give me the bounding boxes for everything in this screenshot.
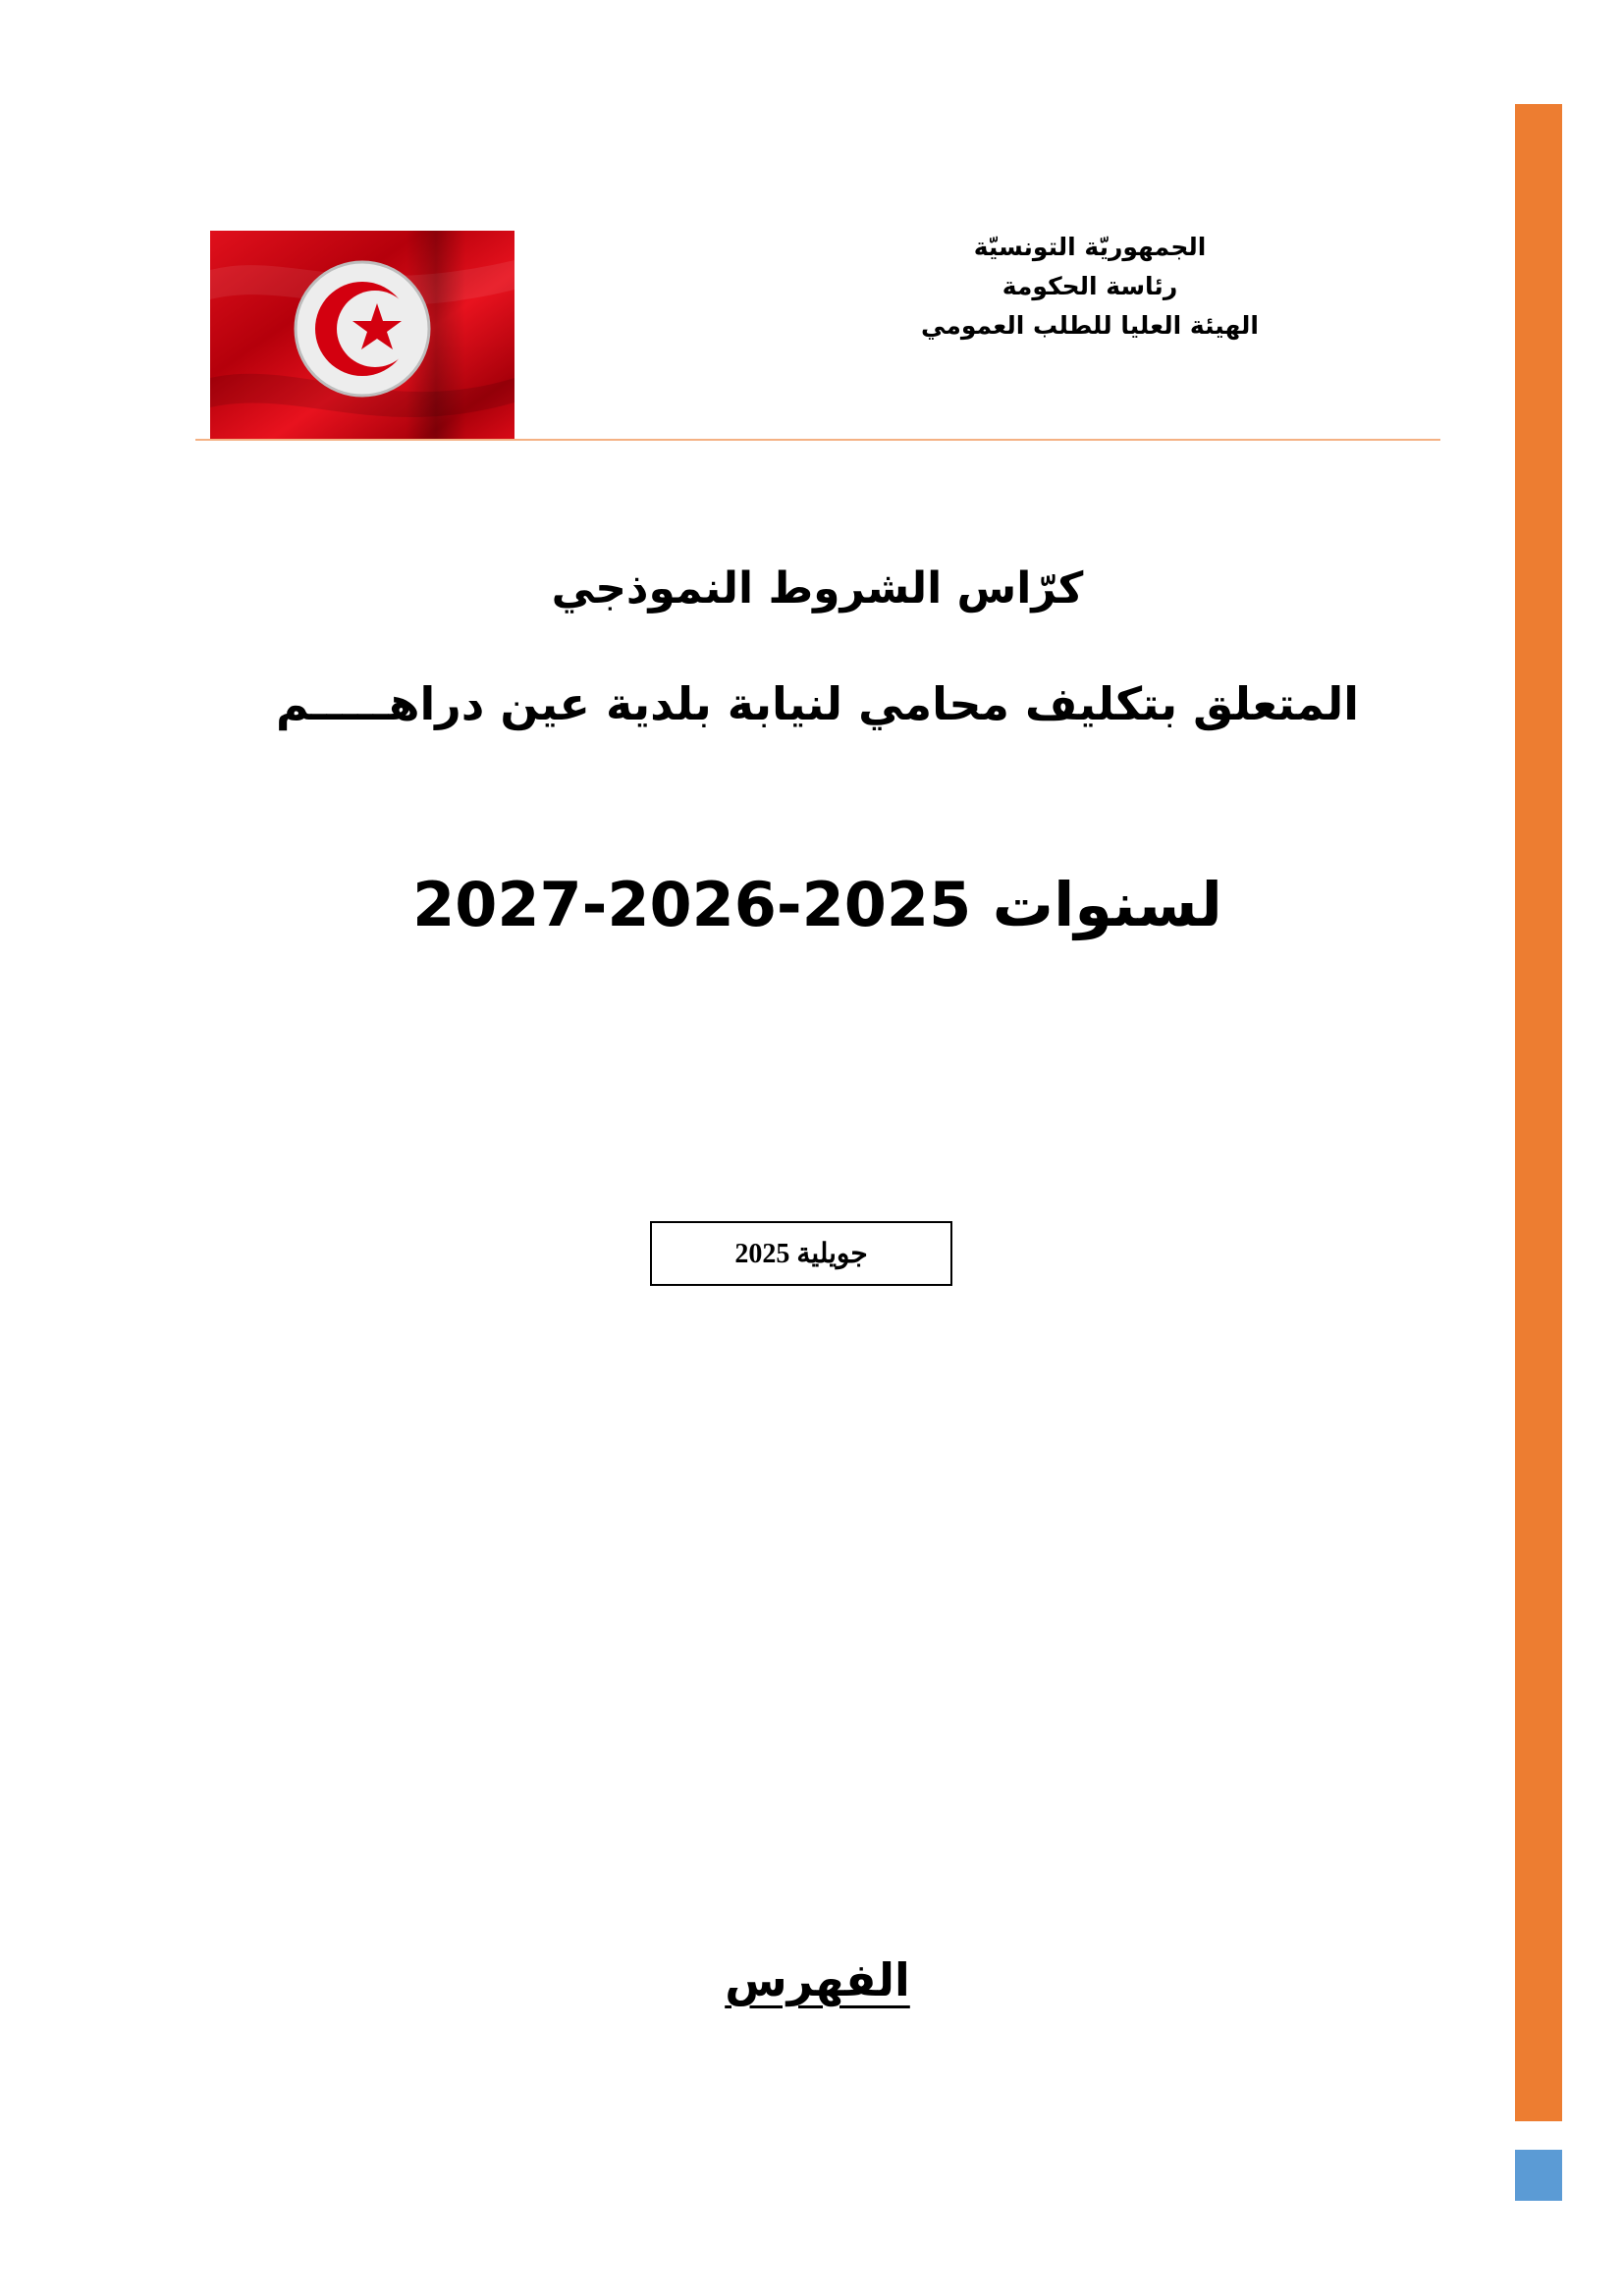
document-title: كرّاس الشروط النموذجي: [551, 563, 1084, 614]
toc-heading-text: الفهرس: [725, 1953, 910, 2006]
orange-side-bar: [1515, 104, 1562, 2121]
tunisia-flag-icon: [210, 231, 514, 439]
country-name: الجمهوريّة التونسيّة: [973, 233, 1207, 261]
date-box: [650, 1221, 952, 1286]
table-of-contents-heading: [589, 1949, 1046, 2011]
government-presidency: رئاسة الحكومة: [1001, 272, 1178, 300]
issuing-authority-header: [864, 228, 1316, 346]
date-text: جويلية 2025: [734, 1239, 868, 1269]
document-years: لسنوات 2025-2026-2027: [412, 869, 1222, 940]
procurement-authority: الهيئة العليا للطلب العمومي: [921, 311, 1259, 340]
header-divider: [195, 439, 1440, 441]
blue-corner-square: [1515, 2150, 1562, 2201]
document-subtitle: المتعلق بتكليف محامي لنيابة بلدية عين دراهـــــم: [275, 677, 1360, 730]
